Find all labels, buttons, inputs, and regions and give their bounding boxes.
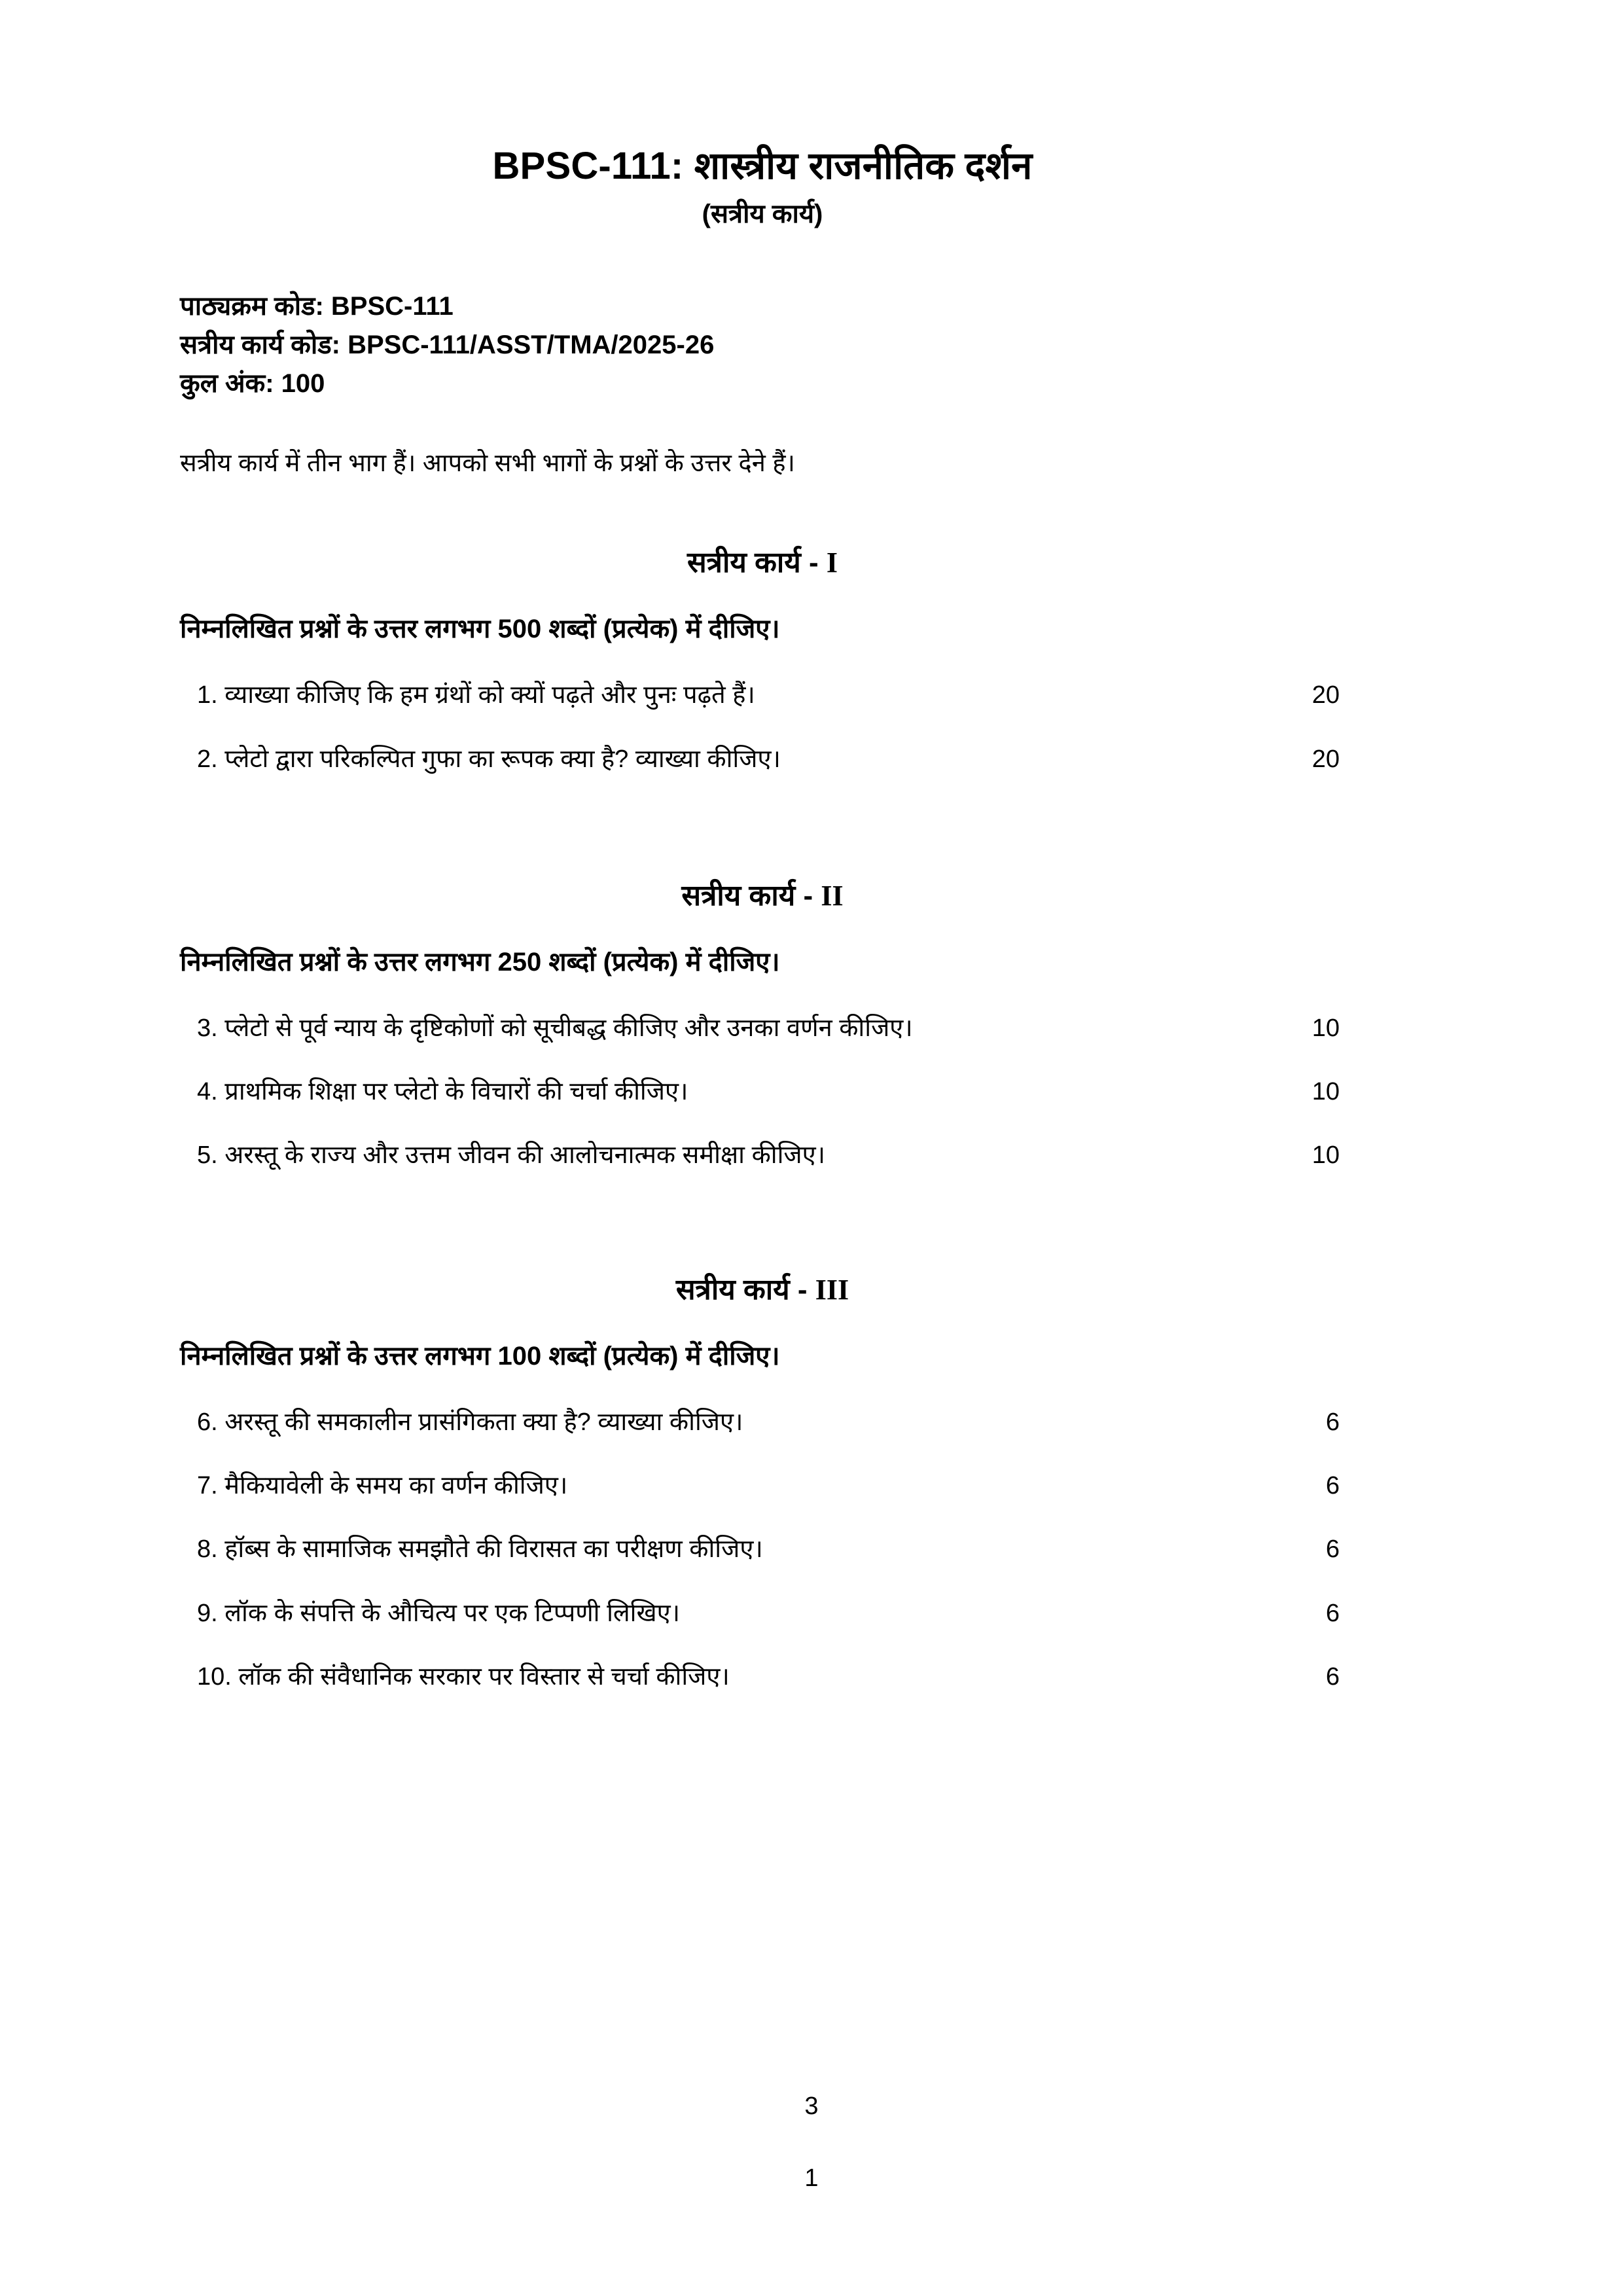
footer-number-top: 3 (804, 2092, 819, 2120)
question-row (180, 1075, 1345, 1109)
question-marks: 10 (1311, 1078, 1340, 1106)
question-row (180, 1012, 1345, 1045)
question-text: 5. अरस्तू के राज्य और उत्तम जीवन की आलोचनात्मक समीक्षा कीजिए। (197, 1141, 826, 1170)
question-text: 8. हॉब्स के सामाजिक समझौते की विरासत का परीक्षण कीजिए। (197, 1535, 763, 1564)
question-text: 9. लॉक के संपत्ति के औचित्य पर एक टिप्पणी लिखिए। (197, 1599, 681, 1627)
section-heading-label-1: सत्रीय कार्य - (687, 547, 827, 579)
question-row (180, 679, 1345, 712)
section-heading-label-2: सत्रीय कार्य - (681, 879, 821, 912)
assignment-intro: सत्रीय कार्य में तीन भाग हैं। आपको सभी भागों के प्रश्नों के उत्तर देने हैं। (180, 450, 795, 478)
section-heading-roman-3: III (815, 1273, 849, 1306)
question-marks: 6 (1325, 1599, 1340, 1627)
total-marks: कुल अंक: 100 (180, 368, 325, 398)
page-number: 1 (804, 2164, 819, 2192)
question-marks: 10 (1311, 1141, 1340, 1170)
section-instruction-1: निम्नलिखित प्रश्नों के उत्तर लगभग 500 शब्दों (प्रत्येक) में दीजिए। (180, 615, 780, 644)
section-instruction-2: निम्नलिखित प्रश्नों के उत्तर लगभग 250 शब्दों (प्रत्येक) में दीजिए। (180, 947, 780, 977)
document-content (180, 0, 1345, 1694)
question-text: 7. मैकियावेली के समय का वर्णन कीजिए। (197, 1472, 568, 1500)
question-marks: 6 (1325, 1662, 1340, 1691)
question-marks: 10 (1311, 1014, 1340, 1042)
section-heading-roman-2: II (821, 879, 844, 912)
question-list-2 (180, 1012, 1345, 1173)
question-row (180, 1139, 1345, 1172)
question-marks: 6 (1325, 1472, 1340, 1500)
page-title: BPSC-111: शास्त्रीय राजनीतिक दर्शन (492, 145, 1033, 187)
question-row (180, 743, 1345, 776)
question-text: 1. व्याख्या कीजिए कि हम ग्रंथों को क्यों पढ़ते और पुनः पढ़ते हैं। (197, 681, 755, 709)
question-list-3 (180, 1406, 1345, 1694)
question-row (180, 1660, 1345, 1694)
question-text: 2. प्लेटो द्वारा परिकल्पित गुफा का रूपक क्या है? व्याख्या कीजिए। (197, 745, 781, 773)
assignment-code: सत्रीय कार्य कोड: BPSC-111/ASST/TMA/2025-26 (180, 330, 715, 359)
question-text: 4. प्राथमिक शिक्षा पर प्लेटो के विचारों की चर्चा कीजिए। (197, 1078, 688, 1106)
section-heading-3 (180, 1268, 1345, 1308)
section-heading-roman-1: I (826, 547, 838, 579)
section-instruction-3: निम्नलिखित प्रश्नों के उत्तर लगभग 100 शब्दों (प्रत्येक) में दीजिए। (180, 1341, 780, 1371)
question-text: 6. अरस्तू की समकालीन प्रासंगिकता क्या है? व्याख्या कीजिए। (197, 1408, 743, 1436)
question-row (180, 1406, 1345, 1439)
section-heading-2 (180, 874, 1345, 914)
assignment-meta (180, 287, 1345, 404)
question-marks: 6 (1325, 1408, 1340, 1436)
course-code: पाठ्यक्रम कोड: BPSC-111 (180, 291, 454, 321)
question-list-1 (180, 679, 1345, 776)
question-row (180, 1597, 1345, 1630)
question-marks: 20 (1311, 681, 1340, 709)
section-heading-1 (180, 541, 1345, 581)
question-marks: 6 (1325, 1535, 1340, 1564)
question-text: 3. प्लेटो से पूर्व न्याय के दृष्टिकोणों को सूचीबद्ध कीजिए और उनका वर्णन कीजिए। (197, 1014, 913, 1042)
question-row (180, 1533, 1345, 1566)
question-text: 10. लॉक की संवैधानिक सरकार पर विस्तार से चर्चा कीजिए। (197, 1662, 730, 1691)
page-subtitle: (सत्रीय कार्य) (702, 199, 823, 228)
section-heading-label-3: सत्रीय कार्य - (675, 1273, 815, 1306)
question-marks: 20 (1311, 745, 1340, 773)
question-row (180, 1469, 1345, 1503)
